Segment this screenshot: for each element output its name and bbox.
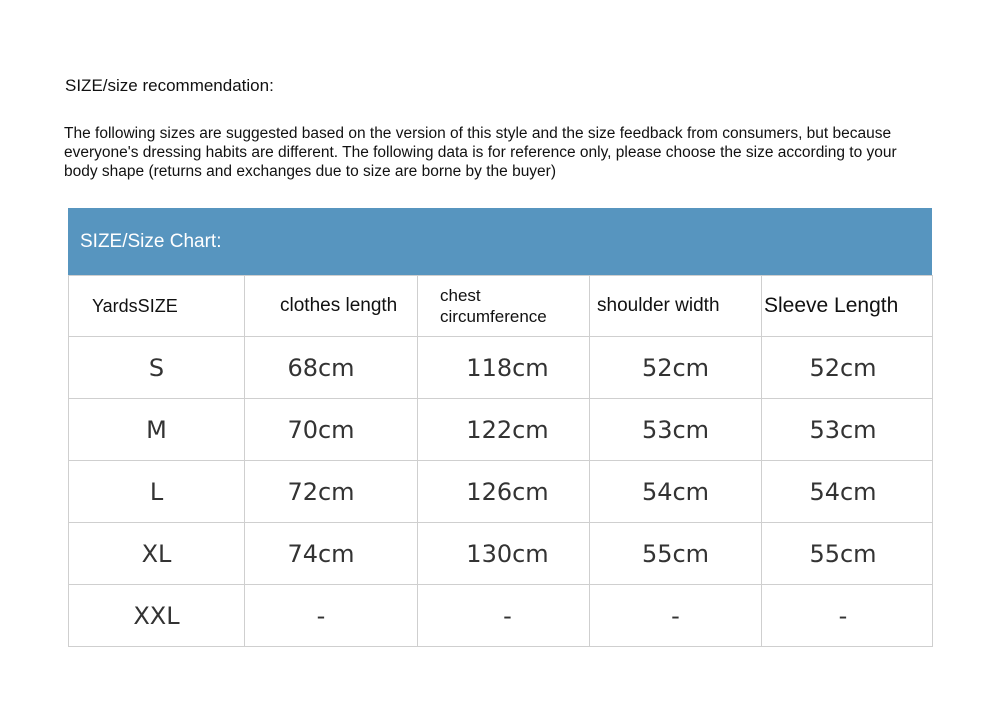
size-cell: S: [69, 337, 245, 399]
clothes-length-cell: -: [245, 585, 418, 647]
sleeve-length-cell: 54cm: [762, 461, 933, 523]
shoulder-width-cell: 53cm: [590, 399, 762, 461]
size-recommendation-heading: SIZE/size recommendation:: [65, 76, 274, 95]
sleeve-length-cell: -: [762, 585, 933, 647]
size-cell: XL: [69, 523, 245, 585]
size-chart: [68, 208, 932, 647]
chest-circumference-cell: 130cm: [418, 523, 590, 585]
table-row-xxl: [69, 585, 933, 647]
column-header-shoulder-width: shoulder width: [590, 276, 762, 337]
size-chart-title: SIZE/Size Chart:: [68, 208, 932, 275]
clothes-length-cell: 72cm: [245, 461, 418, 523]
chest-circumference-cell: 122cm: [418, 399, 590, 461]
shoulder-width-cell: -: [590, 585, 762, 647]
shoulder-width-cell: 54cm: [590, 461, 762, 523]
size-recommendation-intro: The following sizes are suggested based on the version of this style and the size feedback from consumers, but because everyone's dressing habits are different. The following data is for reference only, please choose the size according to your body shape (returns and exchanges due to size are borne by the buyer): [64, 125, 897, 180]
column-header-chest-circumference: chest circumference: [418, 276, 590, 337]
size-cell: M: [69, 399, 245, 461]
column-header-sleeve-length: Sleeve Length: [762, 276, 933, 337]
size-chart-header-row: [69, 276, 933, 337]
sleeve-length-cell: 55cm: [762, 523, 933, 585]
clothes-length-cell: 74cm: [245, 523, 418, 585]
clothes-length-cell: 68cm: [245, 337, 418, 399]
shoulder-width-cell: 52cm: [590, 337, 762, 399]
size-chart-table: [68, 275, 933, 647]
chest-circumference-cell: -: [418, 585, 590, 647]
chest-circumference-cell: 118cm: [418, 337, 590, 399]
clothes-length-cell: 70cm: [245, 399, 418, 461]
table-row-l: [69, 461, 933, 523]
column-header-size: YardsSIZE: [69, 276, 245, 337]
shoulder-width-cell: 55cm: [590, 523, 762, 585]
column-header-clothes-length: clothes length: [245, 276, 418, 337]
chest-circumference-cell: 126cm: [418, 461, 590, 523]
table-row-m: [69, 399, 933, 461]
size-cell: XXL: [69, 585, 245, 647]
sleeve-length-cell: 52cm: [762, 337, 933, 399]
size-cell: L: [69, 461, 245, 523]
sleeve-length-cell: 53cm: [762, 399, 933, 461]
table-row-s: [69, 337, 933, 399]
table-row-xl: [69, 523, 933, 585]
